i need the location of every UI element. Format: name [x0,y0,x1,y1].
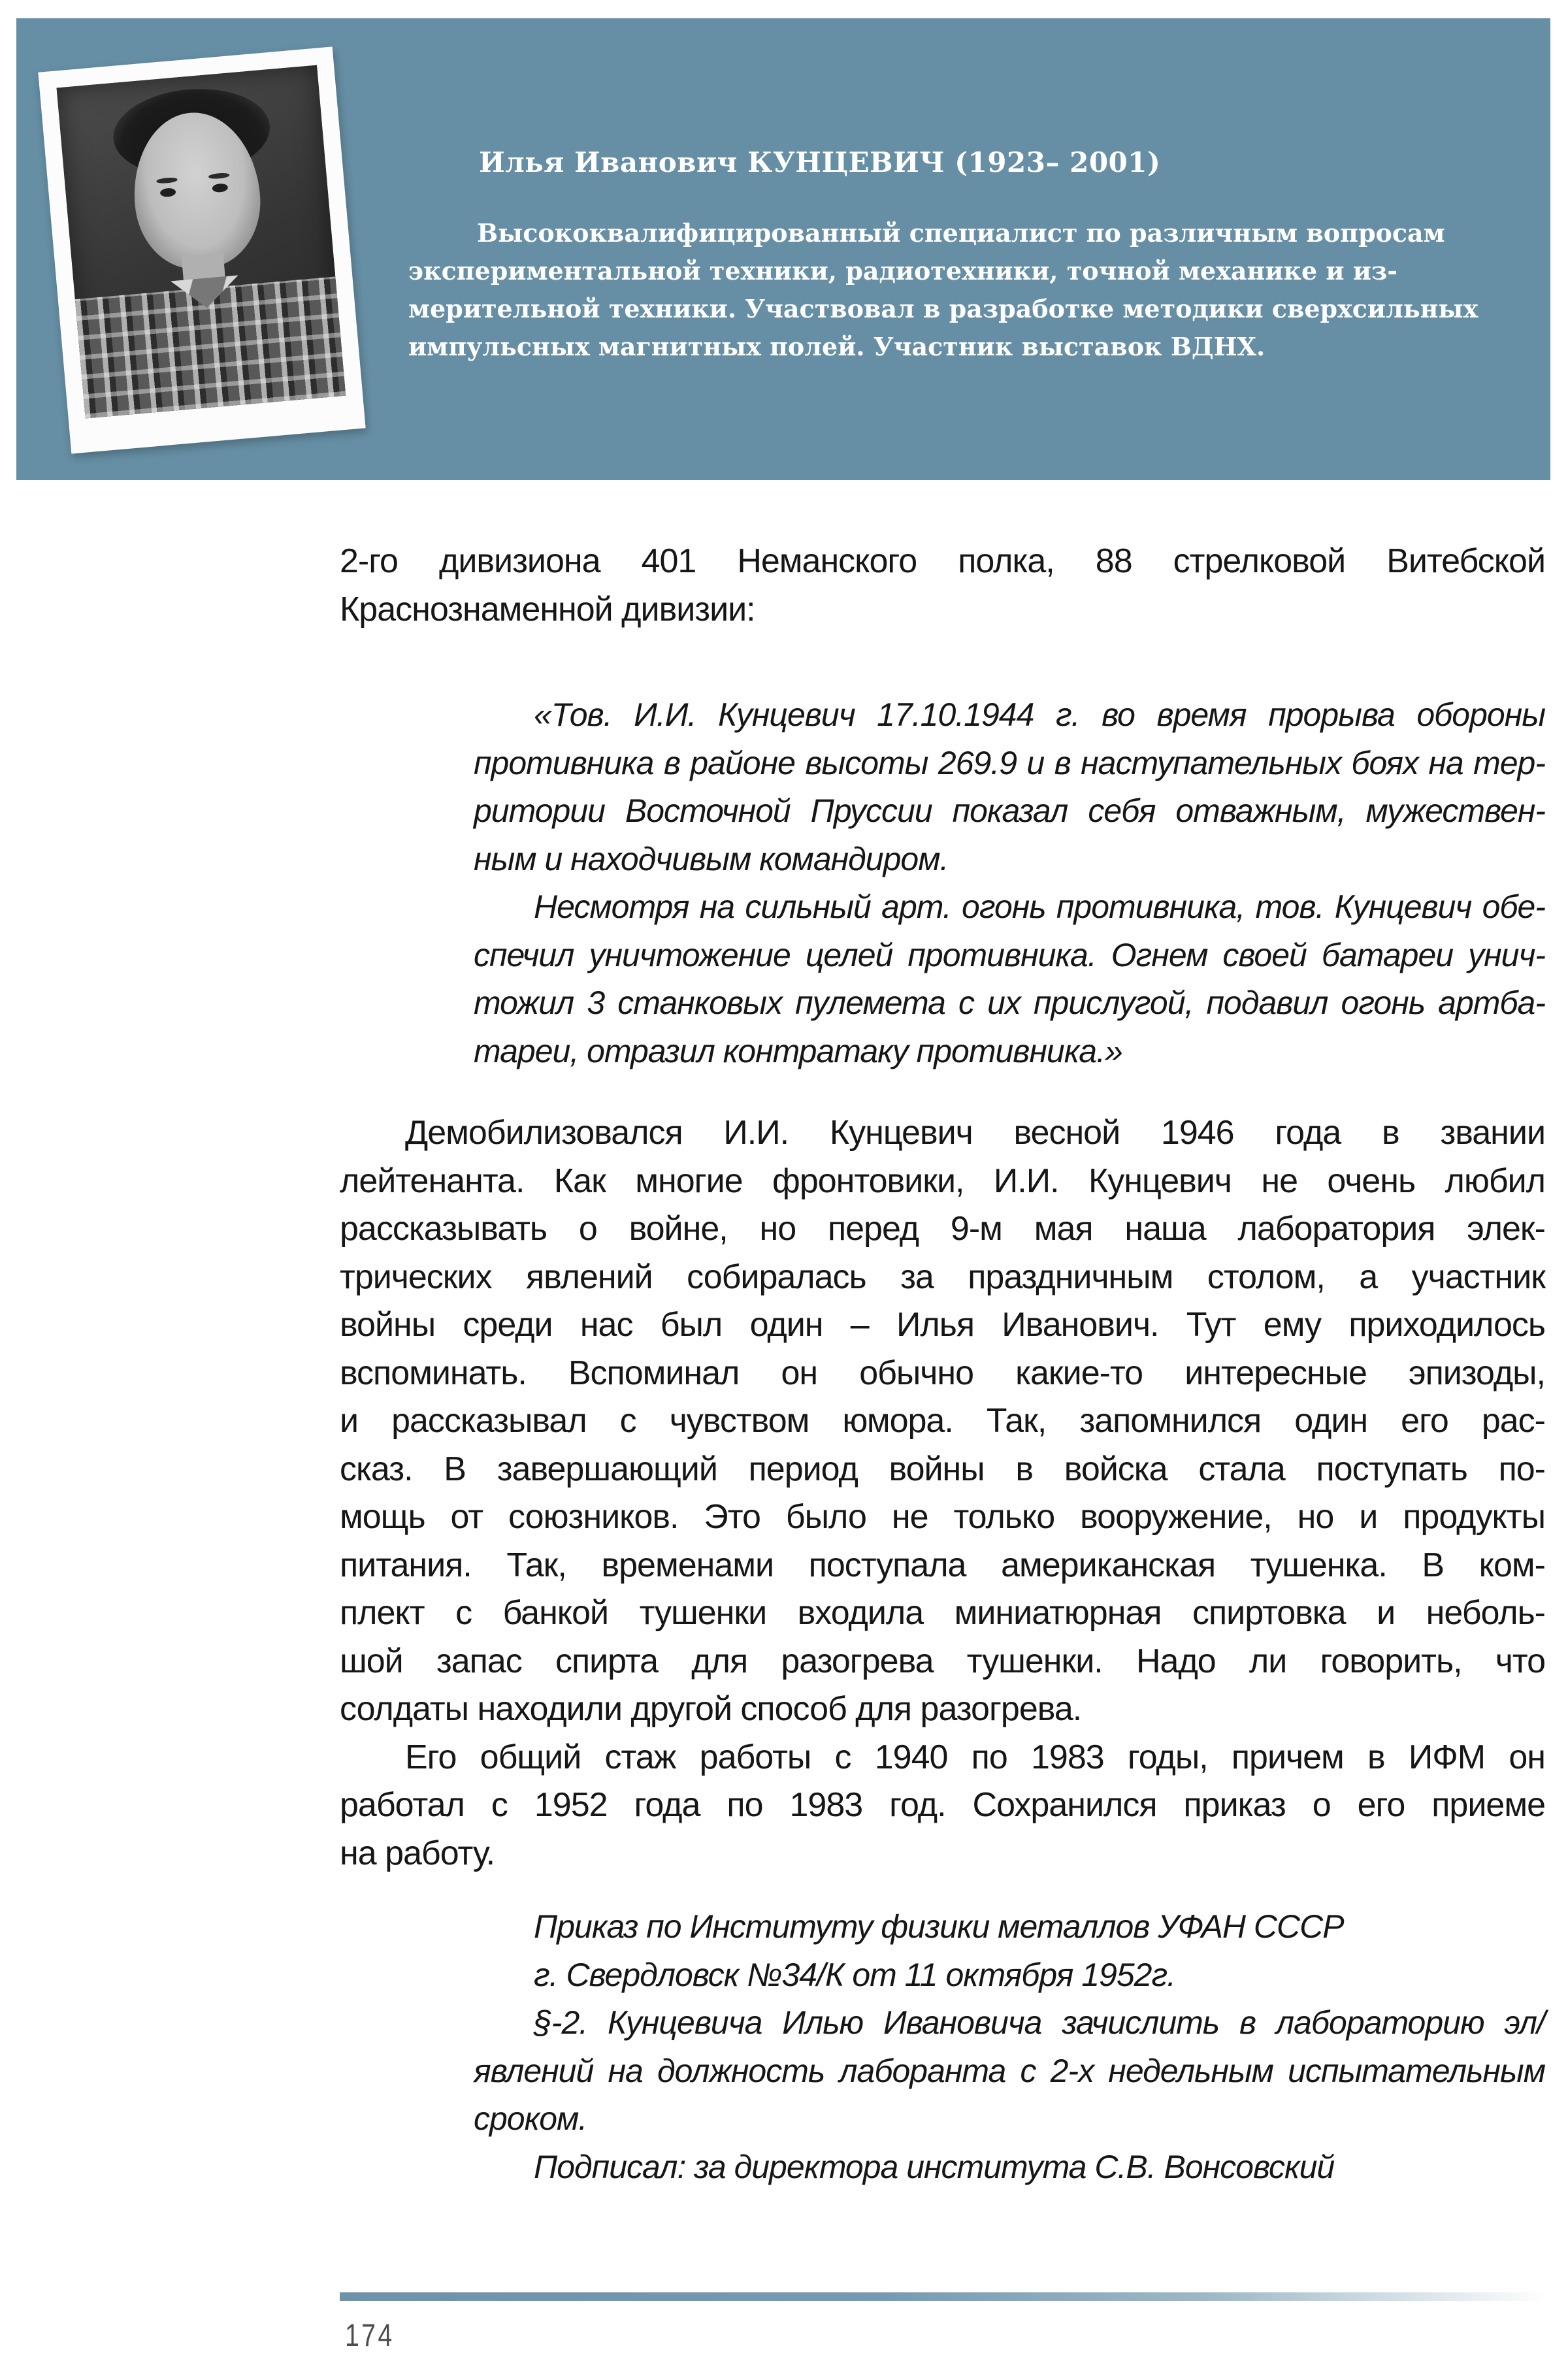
text-line: вспоминать. Вспоминал он обычно какие-то интересные эпизоды, [340,1354,1545,1392]
header-banner [16,18,1550,480]
person-name-title: Илья Иванович КУНЦЕВИЧ (1923– 2001) [479,146,1161,178]
text-line: тареи, отразил контратаку противника.» [474,1032,1122,1069]
footer-rule [340,2292,1550,2301]
text-line: Его общий стаж работы с 1940 по 1983 годы, причем в ИФМ он [405,1738,1545,1776]
block-body-2 [340,1734,1545,1878]
text-line: 2-го дивизиона 401 Неманского полка, 88 стрелковой Витебской [340,542,1545,580]
text-line: солдаты находили другой способ для разогрева. [340,1690,1082,1728]
text-line: явлений на должность лаборанта с 2-х недельным испытательным [474,2052,1545,2089]
text-line: Высококвалифицированный специалист по различным вопросам [477,218,1445,248]
block-order-4 [474,2143,1545,2192]
text-line: мощь от союзников. Это было не только вооружение, но и продукты [340,1498,1545,1536]
text-line: плект с банкой тушенки входила миниатюрная спиртовка и неболь- [340,1594,1545,1632]
text-line: «Тов. И.И. Кунцевич 17.10.1944 г. во время прорыва обороны [534,696,1545,733]
banner-bio [408,214,1568,366]
block-quote-2 [474,883,1545,1075]
text-line: Приказ по Институту физики металлов УФАН СССР [534,1908,1344,1945]
text-line: импульсных магнитных полей. Участник выставок ВДНХ. [408,332,1266,361]
block-body-1 [340,1109,1545,1734]
text-line: питания. Так, временами поступала американская тушенка. В ком- [340,1546,1545,1584]
text-line: г. Свердловск №34/К от 11 октября 1952г. [534,1956,1175,1993]
portrait-photo-frame [38,46,365,453]
text-line: спечил уничтожение целей противника. Огнем своей батареи унич- [474,936,1545,973]
text-line: Подписал: за директора института С.В. Вонсовский [534,2148,1335,2185]
block-order-1 [474,1903,1545,1951]
text-line: на работу. [340,1834,495,1872]
text-line: ным и находчивым командиром. [474,840,949,877]
block-quote-1 [474,691,1545,883]
text-line: лейтенанта. Как многие фронтовики, И.И. Кунцевич не очень любил [340,1162,1545,1200]
text-line: экспериментальной техники, радиотехники, точной механике и из- [408,256,1397,285]
portrait-photo [56,65,346,419]
text-line: сроком. [474,2100,587,2137]
text-line: §-2. Кунцевича Илью Ивановича зачислить в лабораторию эл/ [534,2004,1545,2041]
text-line: сказ. В завершающий период войны в войска стала поступать по- [340,1450,1545,1488]
text-line: войны среди нас был один – Илья Иванович. Тут ему приходилось [340,1306,1545,1344]
page-number: 174 [345,2318,395,2353]
text-line: противника в районе высоты 269.9 и в наступательных боях на тер- [474,744,1545,781]
text-line: Несмотря на сильный арт. огонь противника, тов. Кунцевич обе- [534,888,1545,925]
text-line: работал с 1952 года по 1983 год. Сохранился приказ о его приеме [340,1786,1545,1824]
text-line: Краснознаменной дивизии: [340,590,755,628]
text-line: трических явлений собиралась за праздничным столом, а участник [340,1258,1545,1296]
main-text [340,538,1545,2191]
text-line: тожил 3 станковых пулемета с их прислугой, подавил огонь артба- [474,984,1545,1021]
text-line: Демобилизовался И.И. Кунцевич весной 1946 года в звании [405,1114,1545,1152]
text-line: ритории Восточной Пруссии показал себя отважным, мужествен- [474,792,1545,829]
text-line: мерительной техники. Участвовал в разработке методики сверхсильных [408,294,1478,323]
text-line: рассказывать о войне, но перед 9-м мая наша лаборатория элек- [340,1210,1545,1248]
text-line: и рассказывал с чувством юмора. Так, запомнился один его рас- [340,1402,1545,1440]
block-order-2 [474,1951,1545,2000]
block-order-3 [474,1999,1545,2143]
block-bio [408,214,1568,366]
block-intro [340,538,1545,634]
text-line: шой запас спирта для разогрева тушенки. Надо ли говорить, что [340,1642,1545,1680]
